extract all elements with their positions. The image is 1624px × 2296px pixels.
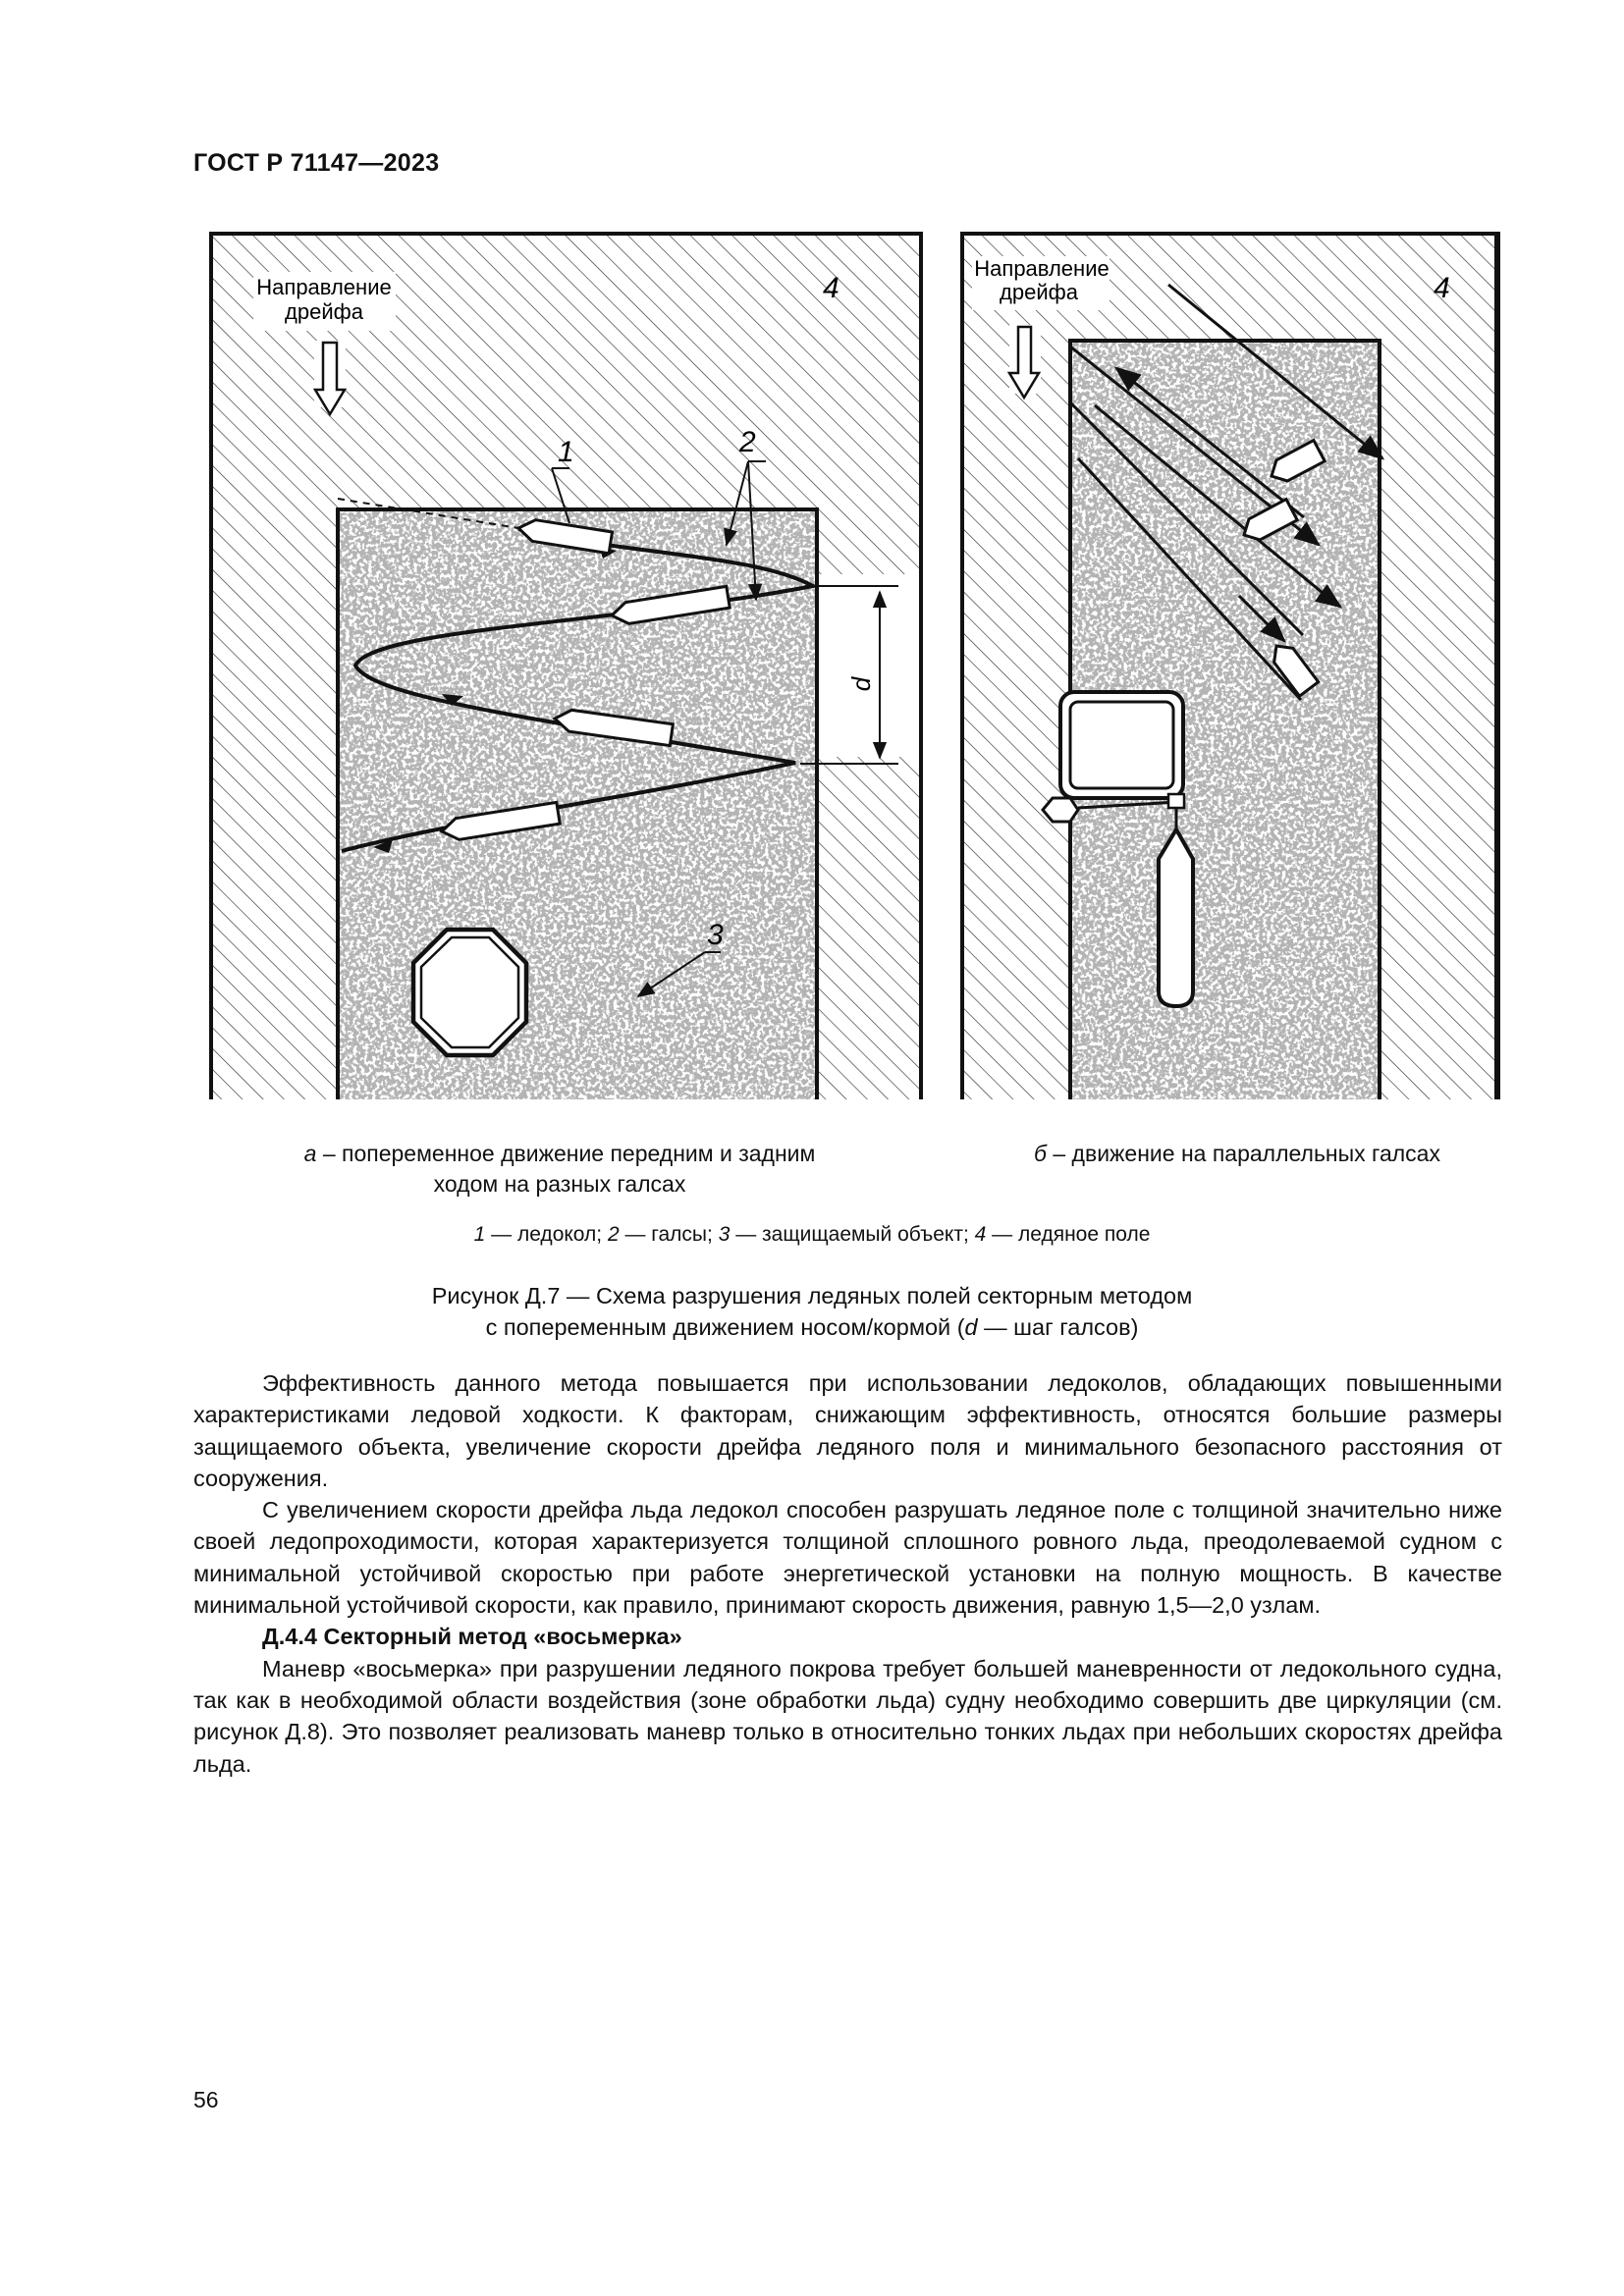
- svg-text:Направление: Направление: [256, 275, 392, 299]
- paragraph-3: Маневр «восьмерка» при разрушении ледяного покрова требует большей маневренности от ледокольного судна, так как в необходимой области воздействия (зоне обработки льда) судну необходимо совершить две циркуляции (см. рисунок Д.8). Это позволяет реализовать маневр только в относительно тонких льдах при небольших скоростях дрейфа льда.: [193, 1655, 1502, 1777]
- legend-text-4: — ледяное поле: [986, 1223, 1151, 1246]
- caption-b-letter: б: [1034, 1141, 1047, 1166]
- figure-title-line2-a: с попеременным движением носом/кормой (: [485, 1314, 965, 1340]
- caption-b-text: – движение на параллельных галсах: [1046, 1141, 1440, 1166]
- section-heading: Д.4.4 Секторный метод «восьмерка»: [262, 1624, 682, 1650]
- caption-panel-b: [962, 1139, 1512, 1169]
- legend-num-3: 3: [718, 1223, 731, 1246]
- caption-a-letter: а: [303, 1141, 317, 1166]
- label-tacks: 2: [739, 426, 756, 458]
- figure-d7: [206, 231, 1500, 1099]
- protected-object: [413, 930, 526, 1055]
- svg-text:дрейфа: дрейфа: [285, 299, 363, 324]
- label-object: 3: [707, 919, 724, 951]
- legend-num-4: 4: [974, 1223, 987, 1246]
- label-step-d: d: [846, 676, 876, 692]
- legend-num-1: 1: [473, 1223, 486, 1246]
- legend-text-2: — галсы;: [619, 1223, 719, 1246]
- figure-diagram: [206, 231, 1500, 1099]
- drift-arrow-icon: [1009, 325, 1041, 398]
- caption-panel-a: [245, 1139, 874, 1200]
- paragraph-2: С увеличением скорости дрейфа льда ледокол способен разрушать ледяное поле с толщиной значительно ниже своей ледопроходимости, которая характеризуется толщиной сплошного ровного льда, преодолеваемой судном с минимальной устойчивой скоростью при работе энергетической установки на полную мощность. В качестве минимальной устойчивой скорости, как правило, принимают скорость движения, равную 1,5—2,0 узлам.: [193, 1497, 1502, 1619]
- panel-a: [211, 234, 921, 1099]
- figure-legend: [0, 1223, 1624, 1247]
- figure-title-line1: Рисунок Д.7 — Схема разрушения ледяных полей секторным методом: [431, 1283, 1193, 1308]
- legend-text-1: — ледокол;: [485, 1223, 608, 1246]
- figure-title-line2-b: — шаг галсов): [977, 1314, 1139, 1340]
- drift-label-a: [253, 272, 396, 331]
- paragraph-1: Эффективность данного метода повышается при использовании ледоколов, обладающих повышенными характеристиками ледовой ходкости. К факторам, снижающим эффективность, относятся большие размеры защищаемого объекта, увеличение скорости дрейфа ледяного поля и минимального безопасного расстояния от сооружения.: [193, 1370, 1502, 1491]
- label-icebreaker: 1: [558, 436, 574, 468]
- caption-a-line1: – попеременное движение передним и задним: [316, 1141, 816, 1166]
- caption-a-line2: ходом на разных галсах: [433, 1171, 686, 1197]
- svg-text:дрейфа: дрейфа: [1000, 280, 1078, 304]
- document-header: ГОСТ Р 71147—2023: [193, 149, 440, 177]
- legend-num-2: 2: [607, 1223, 620, 1246]
- drift-label-b: [972, 256, 1110, 310]
- panel-b: [962, 234, 1500, 1099]
- body-text: [193, 1367, 1502, 1780]
- svg-text:Направление: Направление: [974, 256, 1110, 281]
- label-icefield-a: 4: [823, 272, 839, 304]
- drift-arrow-icon: [314, 341, 346, 414]
- page-number: 56: [193, 2087, 219, 2112]
- figure-title-d: d: [964, 1314, 978, 1340]
- label-icefield-b: 4: [1434, 272, 1450, 304]
- legend-text-3: — защищаемый объект;: [730, 1223, 975, 1246]
- figure-title: [0, 1280, 1624, 1343]
